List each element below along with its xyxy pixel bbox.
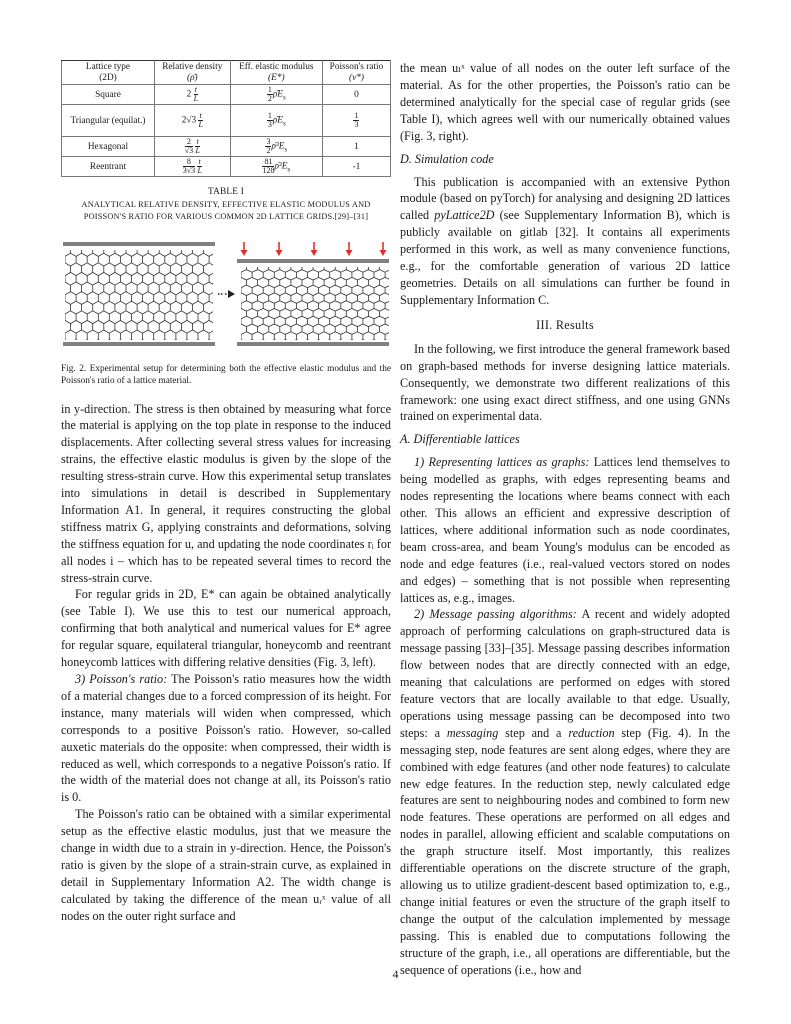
- density-cell: [154, 85, 230, 105]
- table-subheader-modulus: (E*): [230, 73, 322, 85]
- table-row: [62, 85, 391, 105]
- undeformed-lattice: [61, 243, 231, 351]
- density-fraction: $\frac{t}{L}$: [193, 85, 199, 103]
- dotted-arrow-icon: [228, 290, 235, 298]
- poisson-fraction: $\frac{1}{3}$: [354, 111, 359, 129]
- paragraph-body: Lattices lend themselves to being modelled as graphs, with edges representing beams and nodes representing the locations where beams connect with each other. This allows an efficient and expressive description of lattices, where additional information such as node coordinates, beam cross-area, and beam Young's modulus can be encoded as node and edge features (i.e., real-valued vectors stored on nodes and edges) – something that is not possible when representing lattices as, e.g., images.: [400, 455, 730, 605]
- left-column: [61, 60, 391, 925]
- density-fraction: $\frac{2}{√3}$: [184, 137, 194, 155]
- top-plate-left: [63, 242, 215, 246]
- modulus-fraction: $\frac{1}{3}$: [267, 111, 272, 129]
- emphasis: messaging: [446, 725, 499, 740]
- density-cell: [154, 157, 230, 177]
- density-cell: [154, 137, 230, 157]
- paragraph-body: A recent and widely adopted approach of performing calculations on graph-structured data is message passing [33]–[35]. Message passing describes information flow between nodes that are directly connected with an edge, meaning that calculations are performed on edges with stored feature vectors that are locally available to that edge. Usually, operations using message passing can be decomposed into two steps: a: [400, 607, 730, 740]
- paragraph: [400, 174, 730, 309]
- paragraph-heading: 1) Representing lattices as graphs:: [414, 455, 590, 470]
- modulus-fraction: $\frac{81}{128}$: [262, 157, 275, 175]
- poisson-cell: [322, 105, 390, 137]
- paragraph: the mean uₗˣ value of all nodes on the outer left surface of the material. As for the other properties, the Poisson's ratio can be determined analytically for the special case of regular grids (see Table I), which agrees well with our numerically obtained values (Fig. 3, right).: [400, 61, 730, 143]
- paragraph-heading: 3) Poisson's ratio:: [75, 672, 168, 686]
- table-header-density: Relative density: [154, 61, 230, 74]
- transition-arrow: [218, 290, 235, 298]
- density-fraction-2: $\frac{t}{L}$: [195, 137, 200, 155]
- modulus-fraction: $\frac{1}{2}$: [267, 85, 272, 103]
- lattice-type-cell: Reentrant: [62, 157, 155, 177]
- right-column: [400, 60, 730, 978]
- paragraph-body: (see Supplementary Information B), which is publicly available on gitlab [32]. It contains all experiments performed in this work, as well as many convenience functions, e.g., for the comfortable generation of various 2D lattice geometries. Details on all simulations can further be found in Supplementary Information C.: [400, 208, 730, 307]
- density-fraction-2: $\frac{t}{L}$: [197, 157, 202, 175]
- table-header-poisson: Poisson's ratio: [322, 61, 390, 74]
- poisson-cell: -1: [322, 157, 390, 177]
- force-arrows: [241, 242, 387, 256]
- emphasis: reduction: [568, 725, 615, 740]
- table-subheader-poisson: (ν*): [322, 73, 390, 85]
- table-caption-text: ANALYTICAL RELATIVE DENSITY, EFFECTIVE ELASTIC MODULUS AND POISSON'S RATIO FOR VARIOUS COMMON 2D LATTICE GRIDS.[29]–[31]: [81, 199, 371, 221]
- paragraph-body: The Poisson's ratio measures how the width of a material changes due to a forced compression of its height. For instance, many materials will widen when compressed, which corresponds to a positive Poisson's ratio. However, so-called auxetic materials do the opposite: when compressed, their width is reduced as well, which corresponds to a negative Poisson's ratio. If the width of the material does not change at all, its Poisson's ratio is 0.: [61, 672, 391, 805]
- paragraph: In the following, we first introduce the general framework based on graph-based methods for inverse designing lattice materials. Consequently, we demonstrate two different realizations of this framework: one using exact direct stiffness, and one using GNNs trained on experimental data.: [400, 341, 730, 424]
- bottom-plate-left: [63, 342, 215, 346]
- table-header-modulus: Eff. elastic modulus: [230, 61, 322, 74]
- density-factor: 2: [186, 89, 192, 100]
- experimental-setup-diagram: [61, 240, 391, 352]
- page-number: 4: [392, 967, 399, 981]
- section-heading-simulation-code: D. Simulation code: [400, 151, 494, 166]
- lattice-type-cell: Square: [62, 85, 155, 105]
- table-caption: [61, 186, 391, 224]
- figure-caption: Fig. 2. Experimental setup for determining both the effective elastic modulus and the Poisson's ratio of a lattice material.: [61, 363, 391, 386]
- lattice-type-cell: Hexagonal: [62, 137, 155, 157]
- density-fraction: $\frac{8}{3√3}$: [182, 157, 196, 175]
- section-heading-results: III. Results: [536, 317, 594, 332]
- modulus-fraction: $\frac{3}{2}$: [266, 137, 271, 155]
- modulus-cell: $\frac{81}{128}$ $\rhō^3E_s$: [230, 157, 322, 177]
- table-row: [62, 137, 391, 157]
- density-fraction: $\frac{t}{L}$: [198, 111, 203, 129]
- paragraph: For regular grids in 2D, E* can again be obtained analytically (see Table I). We use this to test our numerical approach, confirming that both analytical and numerical values for E* agree for regular square, equilateral triangular, honeycomb and reentrant honeycomb lattices with differing relative densities (Fig. 3, left).: [61, 587, 391, 670]
- lattice-properties-table: [61, 60, 391, 177]
- figure-2: [61, 240, 391, 388]
- table-subheader-lattice-type: (2D): [62, 73, 155, 85]
- paragraph-heading: 2) Message passing algorithms:: [414, 607, 577, 622]
- left-body: [61, 401, 391, 925]
- lattice-type-cell: Triangular (equilat.): [62, 105, 155, 137]
- paragraph: in y-direction. The stress is then obtained by measuring what force the material is applying on the top plate in response to the induced displacements. After collecting several stress values for increasing strains, the effective elastic modulus is given by the slope of the resulting stress-strain curve. How this experimental setup translates into simulations in detail is described in Supplementary Information A1. In general, it requires constructing the global stiffness matrix G, applying constraints and deformations, solving the stiffness equation for u, and updating the node coordinates rᵢ for all nodes i – which has to be repeated several times to record the stress-strain curve.: [61, 401, 391, 585]
- density-cell: [154, 105, 230, 137]
- paragraph-body: This publication is accompanied with an extensive Python module (based on pyTorch) for analysing and designing 2D lattices called: [400, 174, 730, 223]
- table-row: [62, 105, 391, 137]
- modulus-cell: $\frac{3}{2}$ $\rhō^3E_s$: [230, 137, 322, 157]
- top-plate-right: [237, 259, 389, 263]
- paragraph: [400, 454, 730, 606]
- paragraph: [61, 671, 391, 806]
- table-caption-label: TABLE I: [207, 187, 245, 197]
- poisson-cell: 0: [322, 85, 390, 105]
- compressed-lattice: [224, 261, 391, 349]
- paragraph-body: step (Fig. 4). In the messaging step, node features are sent along edges, where they are combined with edge features (and other node features) to calculate new edge features. In the reduction step, newly calculated edge features are sent to neighbouring nodes and combined to form new node features. These operations are performed on all edges and nodes in parallel, allowing efficient and scalable computations on the graph structure itself. Most importantly, this realizes differentiable operations on the discrete structure of the graph, allowing us to utilize gradient-descent based optimization to, e.g., change initial features or even the structure of the graph itself to change the output of the calculation implemented by message passing. This is enabled due to computations following the structure of the graph, i.e., all operations are differentiable, but the sequence of operations (i.e., how and: [400, 725, 730, 977]
- emphasis: pyLattice2D: [434, 208, 495, 223]
- modulus-cell: $\frac{1}{3}$ $\rhōE_s$: [230, 105, 322, 137]
- paragraph: The Poisson's ratio can be obtained with a similar experimental setup as the effective elastic modulus, just that we measure the change in width due to a strain in y-direction. Hence, the Poisson's ratio is given by the slope of a strain-strain curve, as explained in detail in Supplementary Information A2. The width change is calculated by taking the difference of the mean uᵣˣ value of all nodes on the outer right surface and: [61, 807, 391, 923]
- modulus-cell: $\frac{1}{2}$ $\rhōE_s$: [230, 85, 322, 105]
- table-header-lattice-type: Lattice type: [62, 61, 155, 74]
- paragraph: [400, 606, 730, 978]
- bottom-plate-right: [237, 342, 389, 346]
- paragraph-body: step and a: [498, 725, 569, 740]
- table-subheader-density: (ρ̄): [154, 73, 230, 85]
- table-row: [62, 157, 391, 177]
- poisson-cell: 1: [322, 137, 390, 157]
- density-factor: 2√3: [181, 115, 197, 126]
- section-heading-differentiable-lattices: A. Differentiable lattices: [400, 432, 520, 447]
